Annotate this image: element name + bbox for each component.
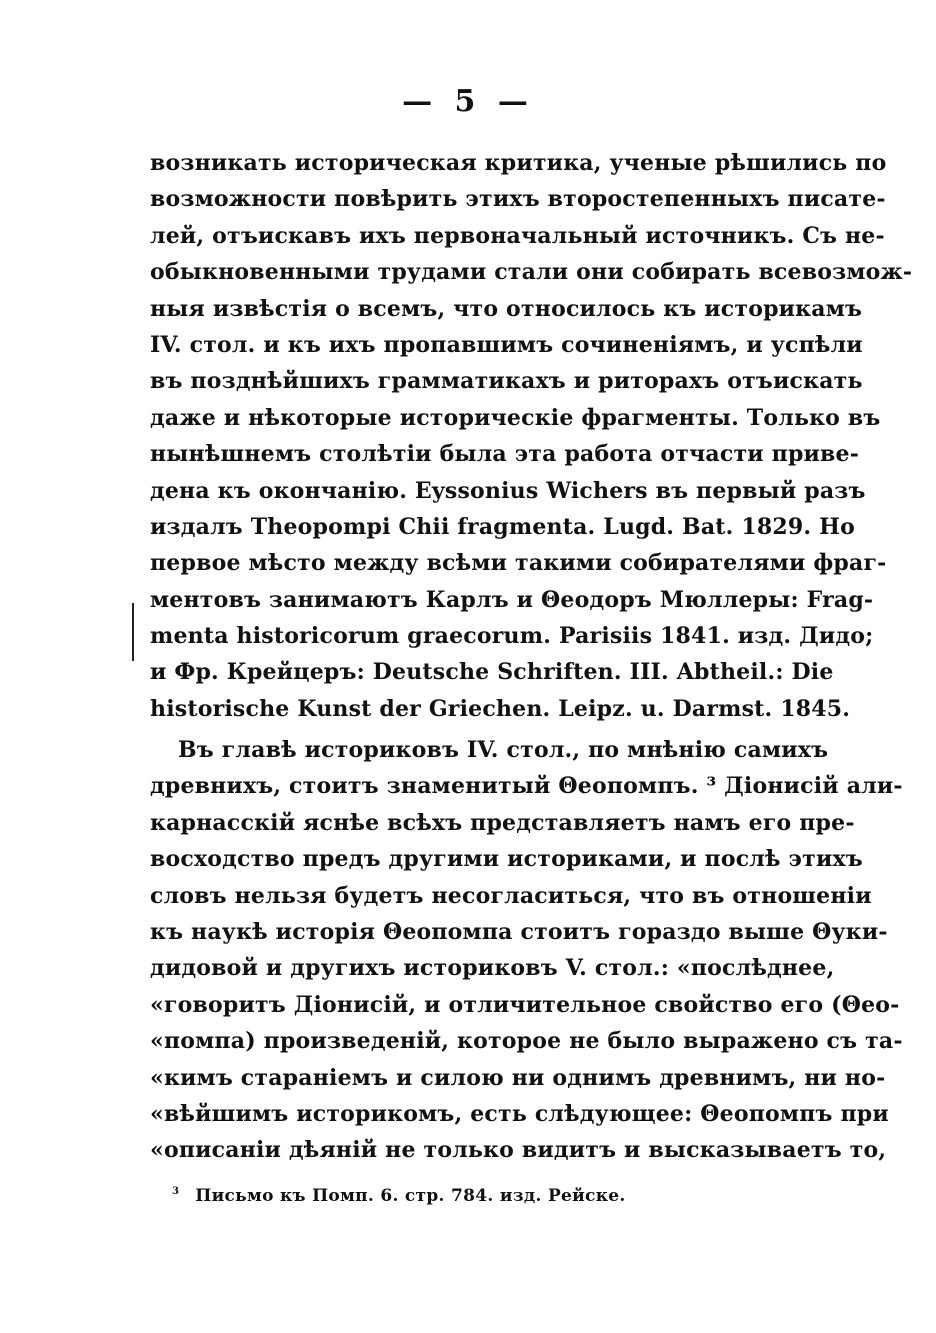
text-line: menta historicorum graecorum. Parisiis 1841. изд. Дидо; xyxy=(150,623,874,650)
text-line: обыкновенными трудами стали они собирать всевозмож- xyxy=(150,259,913,286)
text-line: древнихъ, стоитъ знаменитый Θеопомпъ. ³ Діонисій али- xyxy=(150,773,903,800)
text-line: въ позднѣйшихъ грамматикахъ и риторахъ отъискать xyxy=(150,368,863,395)
text-line: ментовъ занимаютъ Карлъ и Θеодоръ Мюллеры: Frag- xyxy=(150,586,874,613)
text-line: первое мѣсто между всѣми такими собирателями фраг- xyxy=(150,550,887,577)
paragraph-2 xyxy=(150,732,903,1169)
text-line: «говоритъ Діонисій, и отличительное свойство его (Θео- xyxy=(150,991,900,1018)
text-line: издалъ Theopompi Chii fragmenta. Lugd. Bat. 1829. Но xyxy=(150,513,855,540)
text-line: нынѣшнемъ столѣтіи была эта работа отчасти приве- xyxy=(150,441,860,468)
text-line: historische Kunst der Griechen. Leipz. u. Darmst. 1845. xyxy=(150,695,851,722)
text-line: восходство предъ другими историками, и послѣ этихъ xyxy=(150,846,863,873)
text-line: карнасскій яснѣе всѣхъ представляетъ намъ его пре- xyxy=(150,809,855,836)
text-line: дидовой и другихъ историковъ V. стол.: «послѣднее, xyxy=(150,955,835,982)
text-line: «кимъ стараніемъ и силою ни однимъ древнимъ, ни но- xyxy=(150,1064,886,1091)
text-line: «описаніи дѣяній не только видитъ и высказываетъ то, xyxy=(150,1137,887,1164)
text-line: Въ главѣ историковъ IV. стол., по мнѣнію самихъ xyxy=(178,737,829,763)
text-line: къ наукѣ исторія Θеопомпа стоитъ гораздо выше Θуки- xyxy=(150,918,888,945)
margin-mark xyxy=(132,603,134,661)
text-line: возможности повѣрить этихъ второстепенныхъ писате- xyxy=(150,186,886,213)
text-line: дена къ окончанію. Eyssonius Wichers въ первый разъ xyxy=(150,477,866,504)
text-line: возникать историческая критика, ученые рѣшились по xyxy=(150,150,887,176)
text-line: даже и нѣкоторые историческіе фрагменты. Только въ xyxy=(150,404,881,431)
text-line: «помпа) произведеній, которое не было выражено съ та- xyxy=(150,1028,903,1055)
text-line: и Фр. Крейцеръ: Deutsche Schriften. III. Abtheil.: Die xyxy=(150,659,834,686)
text-line: словъ нельзя будетъ несогласиться, что въ отношеніи xyxy=(150,882,872,909)
paragraph-1 xyxy=(150,145,913,727)
text-line: ныя извѣстія о всемъ, что относилось къ историкамъ xyxy=(150,295,863,322)
text-line: «вѣйшимъ историкомъ, есть слѣдующее: Θеопомпъ при xyxy=(150,1100,889,1127)
text-line: IV. стол. и къ ихъ пропавшимъ сочиненіямъ, и успѣли xyxy=(150,331,863,358)
footnote-text: Письмо къ Помп. 6. стр. 784. изд. Рейске. xyxy=(195,1186,626,1206)
footnote-marker: 3 xyxy=(172,1186,180,1197)
text-line: лей, отъискавъ ихъ первоначальный источникъ. Съ не- xyxy=(150,222,885,249)
page-number: — 5 — xyxy=(402,84,534,119)
footnote xyxy=(172,1186,626,1206)
